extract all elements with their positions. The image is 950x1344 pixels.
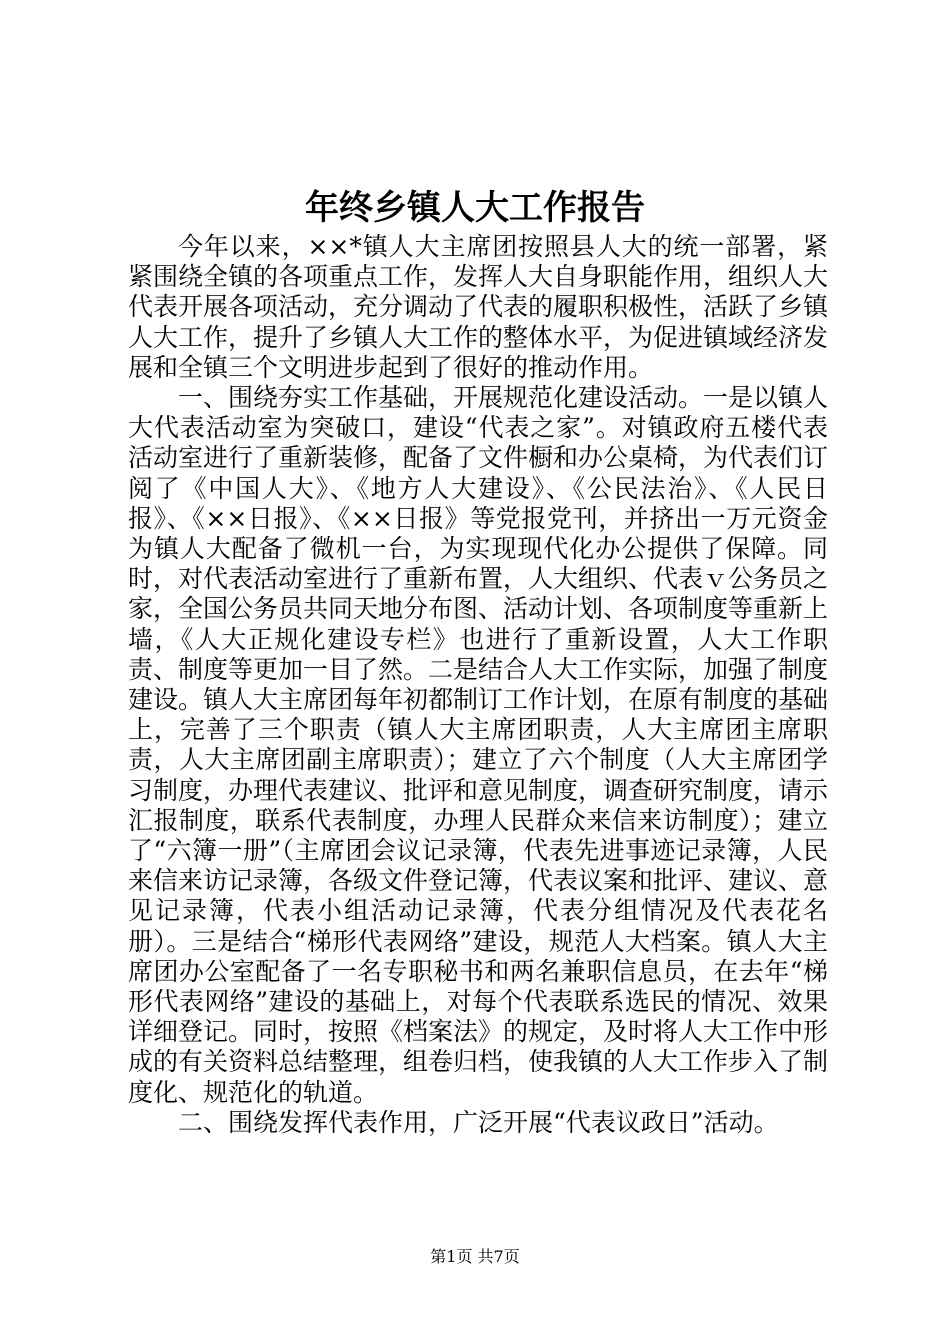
document-title: 年终乡镇人大工作报告 <box>305 188 645 228</box>
paragraph-section-2: 二、围绕发挥代表作用，广泛开展“代表议政日”活动。 <box>178 1107 779 1137</box>
paragraph-intro: 今年以来，××*镇人大主席团按照县人大的统一部署，紧紧围绕全镇的各项重点工作，发挥人大自身职能作用，组织人大代表开展各项活动，充分调动了代表的履职积极性，活跃了乡镇人大工作，提升了乡镇人大工作的整体水平，为促进镇域经济发展和全镇三个文明进步起到了很好的推动作用。 <box>128 232 829 382</box>
page-footer: 第1页 共7页 <box>430 1247 520 1266</box>
paragraph-section-1: 一、围绕夯实工作基础，开展规范化建设活动。一是以镇人大代表活动室为突破口，建设“代表之家”。对镇政府五楼代表活动室进行了重新装修，配备了文件橱和办公桌椅，为代表们订阅了《中国人大》、《地方人大建设》、《公民法治》、《人民日报》、《××日报》、《××日报》等党报党刊，并挤出一万元资金为镇人大配备了微机一台，为实现现代化办公提供了保障。同时，对代表活动室进行了重新布置，人大组织、代表ｖ公务员之家，全国公务员共同天地分布图、活动计划、各项制度等重新上墙，《人大正规化建设专栏》也进行了重新设置，人大工作职责、制度等更加一目了然。二是结合人大工作实际，加强了制度建设。镇人大主席团每年初都制订工作计划，在原有制度的基础上，完善了三个职责（镇人大主席团职责，人大主席团主席职责，人大主席团副主席职责）；建立了六个制度（人大主席团学习制度，办理代表建议、批评和意见制度，调查研究制度，请示汇报制度，联系代表制度，办理人民群众来信来访制度）；建立了“六簿一册”（主席团会议记录簿，代表先进事迹记录簿，人民来信来访记录簿，各级文件登记簿，代表议案和批评、建议、意见记录簿，代表小组活动记录簿，代表分组情况及代表花名册）。三是结合“梯形代表网络”建设，规范人大档案。镇人大主席团办公室配备了一名专职秘书和两名兼职信息员，在去年“梯形代表网络”建设的基础上，对每个代表联系选民的情况、效果详细登记。同时，按照《档案法》的规定，及时将人大工作中形成的有关资料总结整理，组卷归档，使我镇的人大工作步入了制度化、规范化的轨道。 <box>128 383 829 1107</box>
document-body <box>128 232 828 1138</box>
